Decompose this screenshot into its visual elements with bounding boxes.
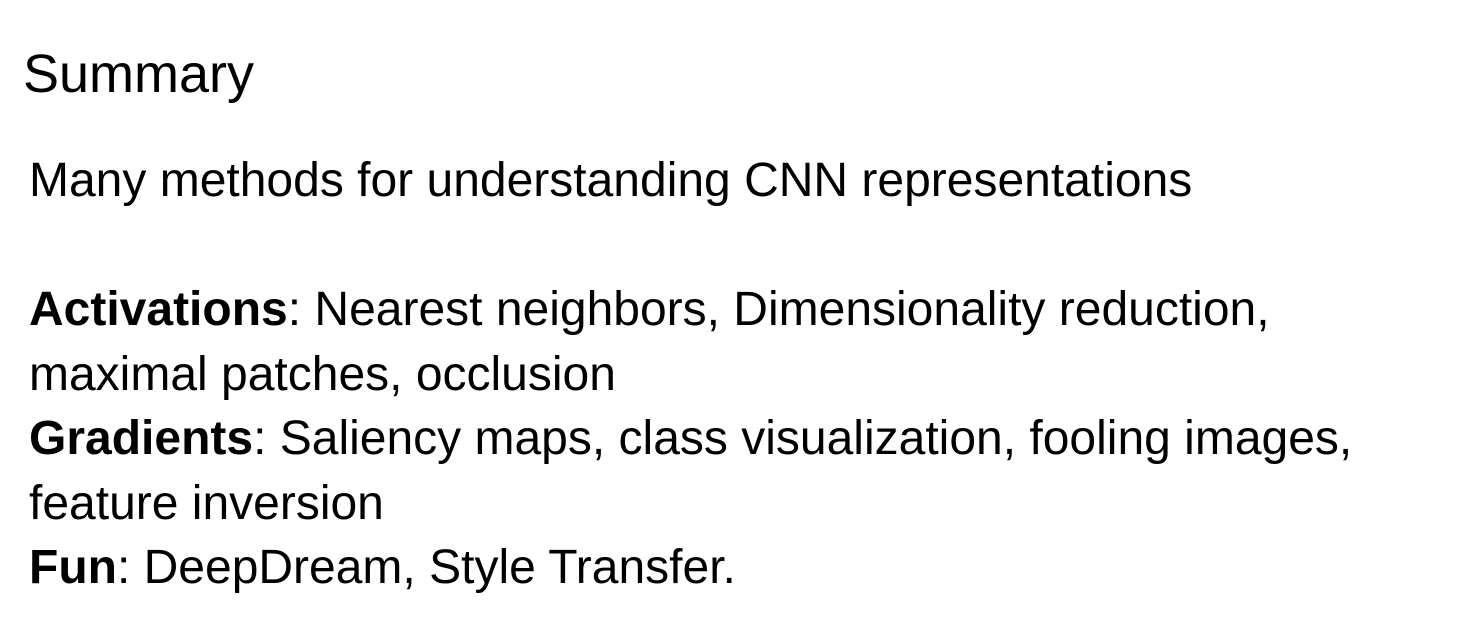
method-description: : Saliency maps, class visualization, fooling images, feature inversion — [29, 412, 1353, 530]
method-term: Gradients — [29, 412, 254, 465]
method-list — [29, 278, 1449, 601]
method-item-fun — [29, 536, 1449, 601]
method-description: : DeepDream, Style Transfer. — [116, 541, 736, 594]
method-item-activations — [29, 278, 1449, 407]
method-description: : Nearest neighbors, Dimensionality reduction, maximal patches, occlusion — [29, 283, 1270, 401]
method-term: Activations — [29, 283, 288, 336]
slide-title: Summary — [23, 44, 255, 105]
method-item-gradients — [29, 407, 1449, 536]
intro-text: Many methods for understanding CNN representations — [29, 154, 1193, 207]
method-term: Fun — [29, 541, 117, 594]
